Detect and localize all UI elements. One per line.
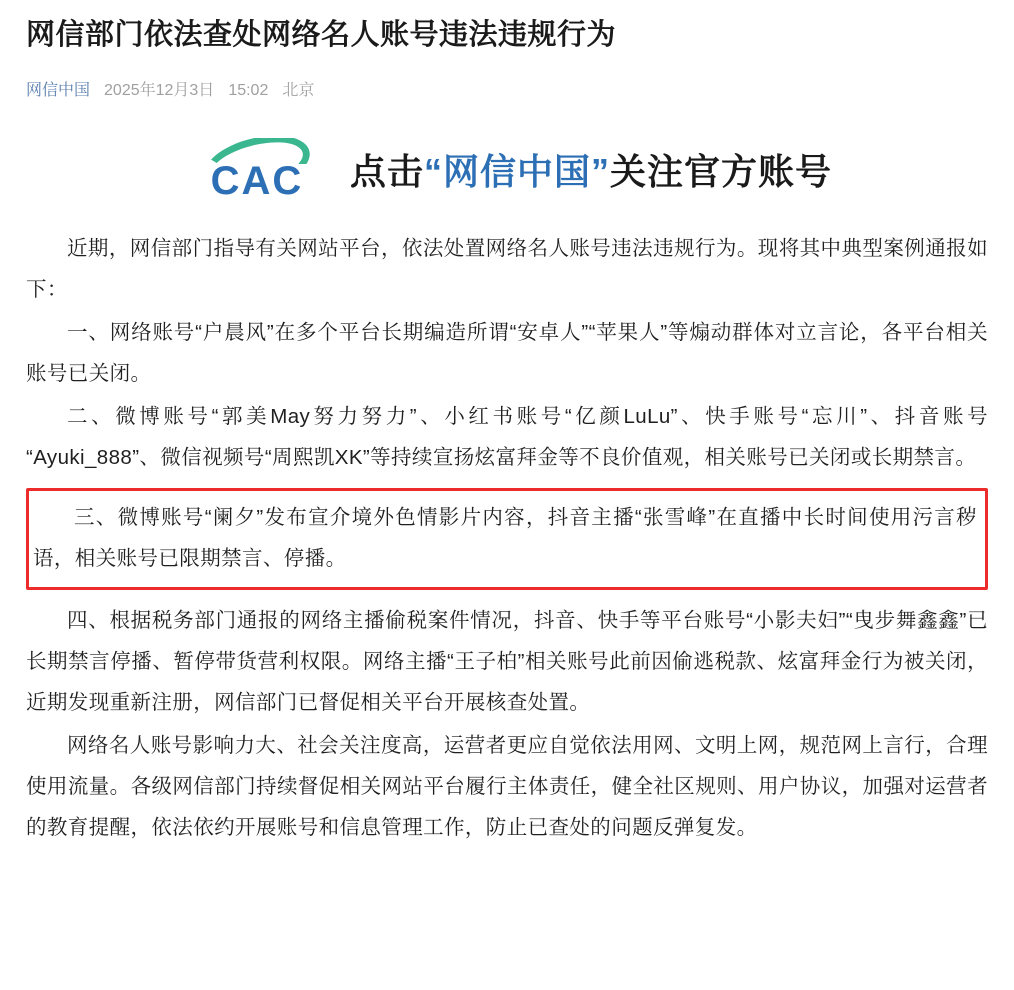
cac-arc-icon	[203, 138, 311, 164]
meta-source[interactable]: 网信中国	[26, 82, 91, 100]
paragraph-case-3-highlighted: 三、微博账号“阑夕”发布宣介境外色情影片内容，抖音主播“张雪峰”在直播中长时间使用污言秽语，相关账号已限期禁言、停播。	[26, 488, 988, 590]
meta-place: 北京	[282, 82, 315, 100]
banner-text-prefix: 点击	[349, 150, 424, 192]
paragraph-closing: 网络名人账号影响力大、社会关注度高，运营者更应自觉依法用网、文明上网，规范网上言行，合理使用流量。各级网信部门持续督促相关网站平台履行主体责任，健全社区规则、用户协议，加强对运营者的教育提醒，依法依约开展账号和信息管理工作，防止已查处的问题反弹复发。	[26, 734, 988, 840]
banner-text-suffix: 关注官方账号	[610, 150, 833, 192]
article-body	[26, 228, 988, 848]
paragraph-intro: 近期，网信部门指导有关网站平台，依法处置网络名人账号违法违规行为。现将其中典型案例通报如下：	[26, 237, 988, 302]
follow-banner[interactable]	[26, 126, 988, 212]
paragraph-case-1: 一、网络账号“户晨风”在多个平台长期编造所谓“安卓人”“苹果人”等煽动群体对立言论，各平台相关账号已关闭。	[26, 321, 988, 386]
page-title: 网信部门依法查处网络名人账号违法违规行为	[26, 19, 617, 51]
article-page	[0, 10, 1014, 848]
meta-time: 15:02	[228, 82, 269, 100]
paragraph-case-2: 二、微博账号“郭美May努力努力”、小红书账号“亿颜LuLu”、快手账号“忘川”、抖音账号“Ayuki_888”、微信视频号“周熙凯XK”等持续宣扬炫富拜金等不良价值观，相关账号已关闭或长期禁言。	[26, 405, 988, 470]
article-meta	[26, 77, 988, 100]
cac-logo	[182, 138, 332, 201]
cac-logo-text: CAC	[210, 158, 304, 203]
meta-date: 2025年12月3日	[104, 82, 215, 100]
banner-text	[350, 144, 832, 195]
paragraph-case-4: 四、根据税务部门通报的网络主播偷税案件情况，抖音、快手等平台账号“小影夫妇”“曳步舞鑫鑫”已长期禁言停播、暂停带货营利权限。网络主播“王子柏”相关账号此前因偷逃税款、炫富拜金行为被关闭，近期发现重新注册，网信部门已督促相关平台开展核查处置。	[26, 609, 988, 715]
banner-text-accent: “网信中国”	[423, 150, 610, 192]
